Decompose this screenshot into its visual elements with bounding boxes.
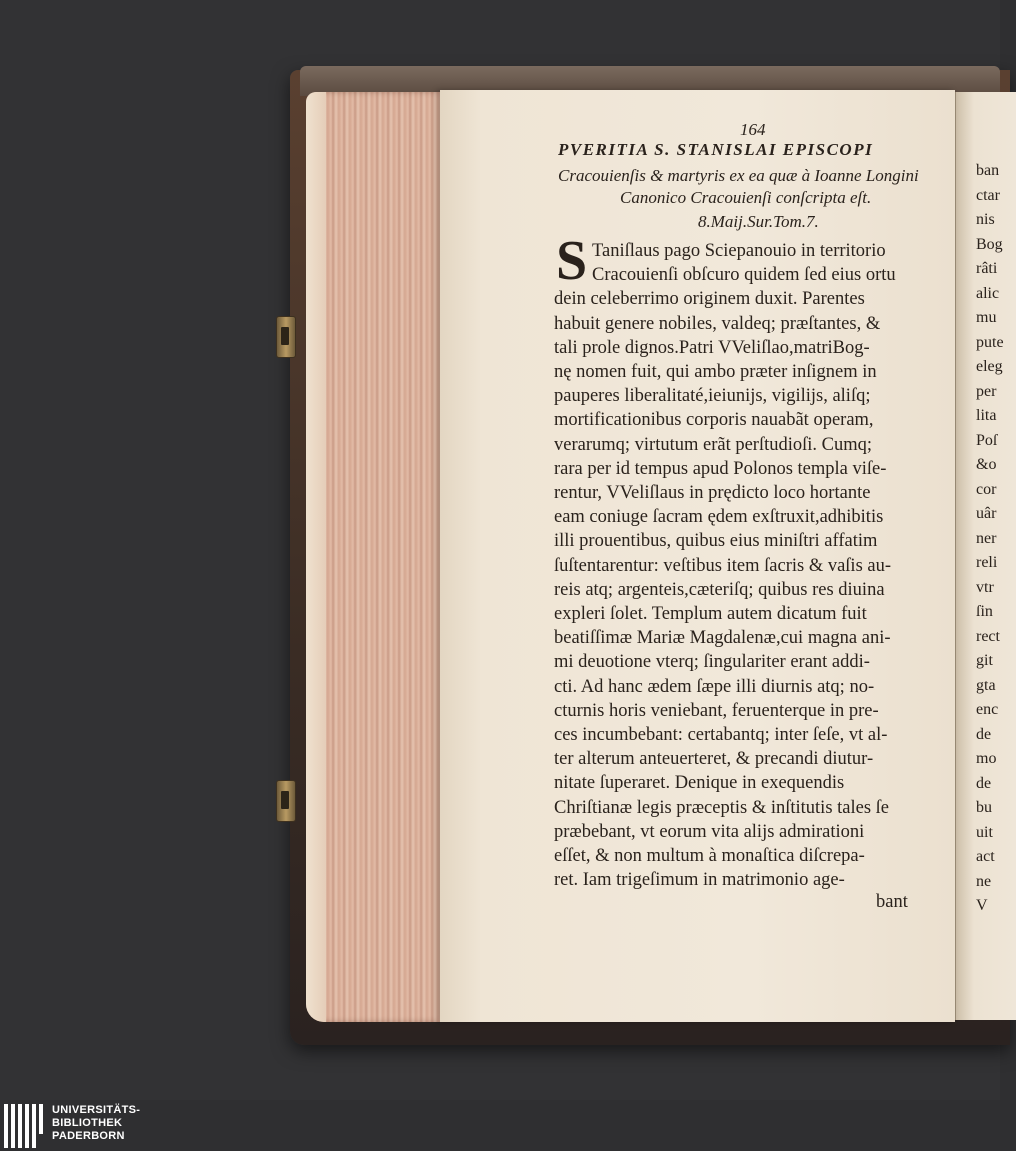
catchword: bant	[876, 892, 908, 912]
facing-page-fragment: nis	[976, 211, 995, 228]
text-line: reis atq; argenteis,cæteriſq; quibus res diuina	[554, 579, 885, 600]
text-line: ret. Iam trigeſimum in matrimonio age-	[554, 870, 845, 891]
page-text	[440, 90, 955, 1022]
text-line: ces incumbebant: certabantq; inter ſeſe, vt al-	[554, 725, 888, 745]
text-line: habuit genere nobiles, valdeq; præſtantes, &	[554, 313, 881, 334]
text-line: pauperes liberalitaté,ieiunijs, vigilijs, aliſq;	[554, 386, 871, 407]
text-line: expleri ſolet. Templum autem dicatum fuit	[554, 604, 867, 624]
facing-page-fragment: pute	[976, 333, 1004, 351]
page-stack-edge	[306, 92, 456, 1022]
subtitle-line: Canonico Cracouienſi conſcripta eſt.	[620, 188, 872, 207]
facing-page-fragment: uâr	[976, 505, 997, 522]
text-line: eſſet, & non multum à monaſtica diſcrepa-	[554, 846, 865, 866]
text-line: eam coniuge ſacram ędem exſtruxit,adhibitis	[554, 507, 884, 528]
book-page	[440, 90, 955, 1022]
footer-bar	[0, 1100, 1000, 1151]
facing-page-fragment: lita	[976, 407, 997, 424]
text-line: Chriſtianæ legis præceptis & inſtitutis tales ſe	[554, 797, 890, 818]
facing-page-fragment: reli	[976, 554, 998, 571]
facing-page-fragment: enc	[976, 701, 999, 718]
text-line: Taniſlaus pago Sciepanouio in territorio	[592, 241, 886, 261]
page-number: 164	[740, 120, 766, 139]
facing-page-fragment: ban	[976, 162, 1000, 179]
text-line: tali prole dignos.Patri VVeliſlao,matriBog-	[554, 337, 870, 358]
facing-page-fragment: act	[976, 848, 995, 865]
facing-page-fragment: eleg	[976, 358, 1003, 375]
facing-page-fragment: ner	[976, 529, 997, 547]
text-line: præbebant, vt eorum vita alijs admirationi	[554, 821, 865, 842]
facing-page-fragment: alic	[976, 284, 1000, 302]
facing-page-fragment: per	[976, 382, 997, 400]
text-line: dein celeberrimo originem duxit. Parentes	[554, 289, 865, 310]
text-line: ſuſtentarentur: veſtibus item ſacris & vaſis au-	[554, 555, 892, 576]
text-line: Cracouienſi obſcuro quidem ſed eius ortu	[592, 265, 896, 286]
clasp-top-icon	[276, 316, 296, 358]
text-line: beatiſſimæ Mariæ Magdalenæ,cui magna ani-	[554, 628, 891, 649]
facing-page-fragment: râti	[976, 260, 998, 277]
library-logo-icon	[4, 1104, 46, 1148]
facing-page-fragment: uit	[976, 823, 993, 841]
text-line: cturnis horis veniebant, feruenterque in pre-	[554, 700, 879, 721]
facing-page-fragment: mo	[976, 750, 997, 767]
source-reference: 8.Maij.Sur.Tom.7.	[698, 212, 819, 231]
text-line: nę nomen fuit, qui ambo præter inſignem in	[554, 362, 877, 382]
facing-page-fragment: cor	[976, 480, 997, 498]
facing-page-fragment: ctar	[976, 186, 1000, 204]
facing-page-fragment: de	[976, 774, 992, 792]
facing-page-fragment: V	[976, 897, 988, 914]
facing-page-fragment: git	[976, 652, 993, 669]
facing-page-fragment: Poſ	[976, 431, 998, 449]
text-line: ter alterum anteuerteret, & precandi diutur-	[554, 749, 874, 770]
facing-page-fragment: &o	[976, 456, 997, 473]
facing-page-fragment: ne	[976, 872, 992, 890]
library-logo-text: UNIVERSITÄTS- BIBLIOTHEK PADERBORN	[52, 1104, 141, 1142]
drop-capital: S	[556, 230, 588, 292]
facing-page-fragment: ſin	[976, 603, 993, 620]
text-line: rara per id tempus apud Polonos templa viſe-	[554, 458, 887, 479]
text-line: mortificationibus corporis nauabãt operam,	[554, 410, 874, 431]
subtitle-line: Cracouienſis & martyris ex ea quæ à Ioanne Longini	[558, 166, 919, 185]
text-line: nitate ſuperaret. Denique in exequendis	[554, 773, 845, 794]
facing-page-fragment: Bog	[976, 235, 1003, 253]
text-line: illi prouentibus, quibus eius miniſtri affatim	[554, 531, 878, 552]
page-heading: PVERITIA S. STANISLAI EPISCOPI	[558, 140, 874, 159]
text-line: verarumq; virtutum erãt perſtudioſi. Cumq;	[554, 434, 873, 455]
facing-page-fragment: rect	[976, 627, 1000, 645]
clasp-bottom-icon	[276, 780, 296, 822]
text-line: mi deuotione vterq; ſingulariter erant addi-	[554, 652, 870, 673]
text-line: cti. Ad hanc ædem ſæpe illi diurnis atq; no-	[554, 676, 875, 697]
facing-page-fragment: de	[976, 725, 992, 743]
facing-page-fragment: gta	[976, 676, 996, 694]
facing-page-fragment: bu	[976, 799, 992, 816]
facing-page-fragment: mu	[976, 309, 997, 326]
facing-page-fragment: vtr	[976, 578, 994, 596]
facing-page	[955, 92, 1016, 1020]
text-line: rentur, VVeliſlaus in prędicto loco hortante	[554, 483, 871, 503]
